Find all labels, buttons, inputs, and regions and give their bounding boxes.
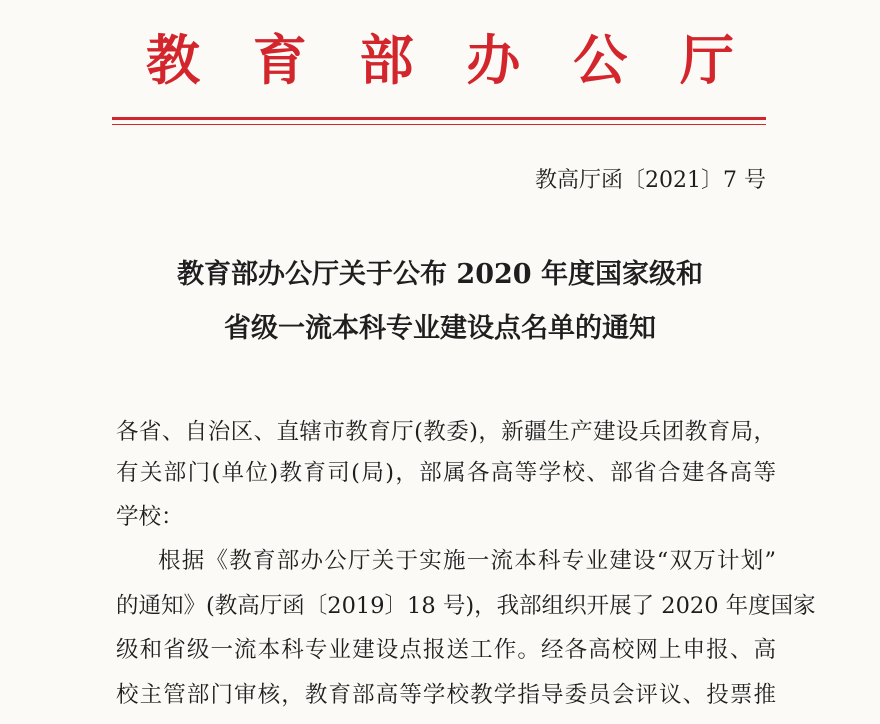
document-title-line-1: 教育部办公厅关于公布 2020 年度国家级和 — [177, 259, 703, 290]
masthead-char: 部 — [359, 28, 414, 92]
masthead-divider-thick — [112, 117, 766, 120]
body-line: 有关部门(单位)教育司(局)，部属各高等学校、部省合建各高等 — [116, 460, 776, 486]
masthead-char: 育 — [252, 28, 307, 92]
body-line: 级和省级一流本科专业建设点报送工作。经各高校网上申报、高 — [116, 637, 776, 663]
masthead-char: 厅 — [679, 28, 734, 92]
body-line: 各省、自治区、直辖市教育厅(教委)，新疆生产建设兵团教育局， — [116, 419, 776, 445]
masthead-char: 公 — [573, 28, 628, 92]
document-title-line-2: 省级一流本科专业建设点名单的通知 — [224, 313, 656, 344]
masthead-char: 办 — [466, 28, 521, 92]
issuer-masthead — [140, 22, 740, 98]
masthead-divider-thin — [112, 124, 766, 125]
document-number: 教高厅函〔2021〕7 号 — [535, 168, 766, 193]
body-line: 根据《教育部办公厅关于实施一流本科专业建设“双万计划” — [158, 548, 776, 574]
body-line: 的通知》(教高厅函〔2019〕18 号)，我部组织开展了 2020 年度国家 — [116, 593, 816, 619]
body-line: 学校： — [116, 504, 184, 530]
masthead-char: 教 — [146, 28, 200, 92]
body-line: 校主管部门审核，教育部高等学校教学指导委员会评议、投票推 — [116, 682, 776, 708]
